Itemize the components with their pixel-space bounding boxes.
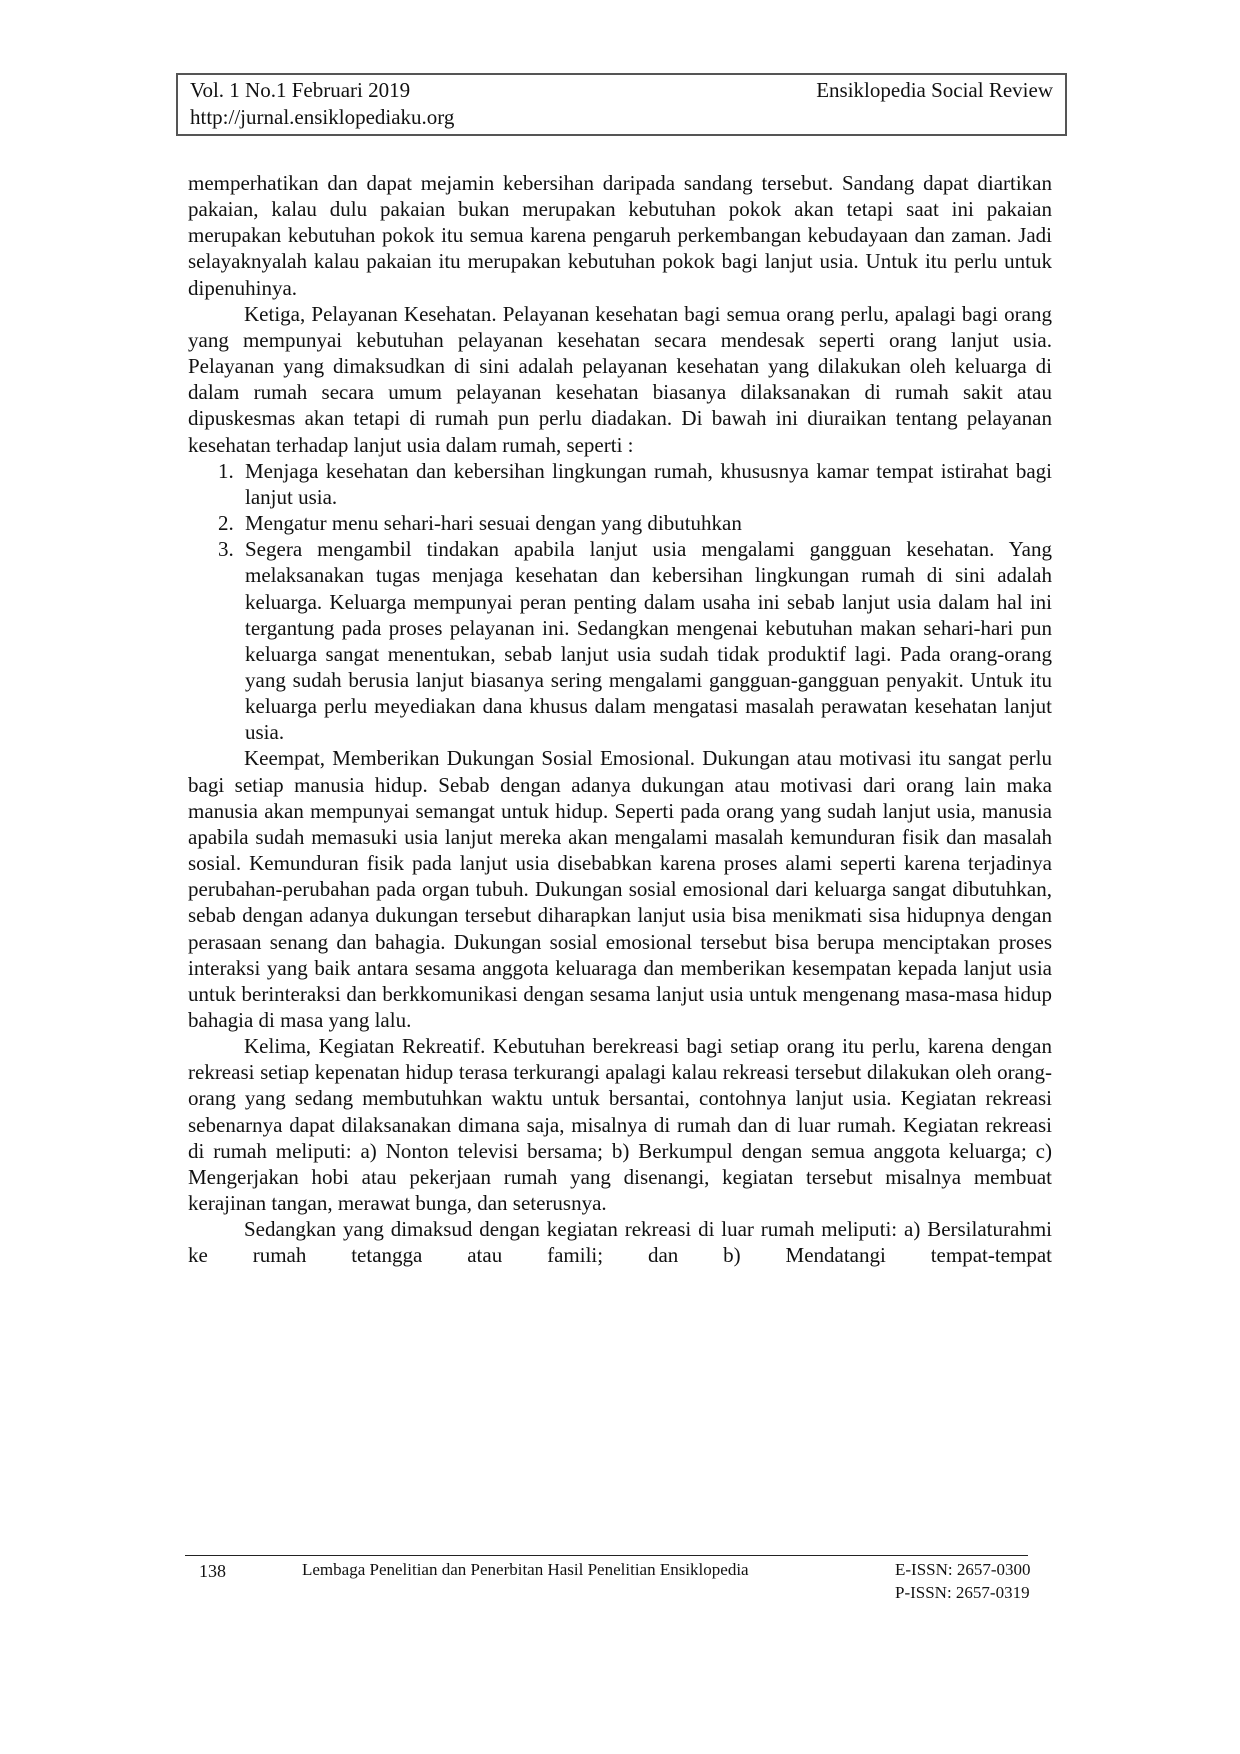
paragraph-5: Sedangkan yang dimaksud dengan kegiatan rekreasi di luar rumah meliputi: a) Bersilaturahmi ke rumah tetangga atau famili; dan b) Mendatangi tempat-tempat xyxy=(188,1217,1052,1268)
list-number: 3. xyxy=(218,537,234,562)
header-volume: Vol. 1 No.1 Februari 2019 xyxy=(190,78,411,102)
body-text xyxy=(188,170,1052,1269)
footer-institution: Lembaga Penelitian dan Penerbitan Hasil Penelitian Ensiklopedia xyxy=(302,1560,749,1579)
page-number: 138 xyxy=(199,1561,226,1581)
running-header xyxy=(176,73,1067,136)
list-item-3 xyxy=(188,536,1052,745)
footer-p-issn: P-ISSN: 2657-0319 xyxy=(895,1583,1030,1602)
header-journal-name: Ensiklopedia Social Review xyxy=(816,78,1053,102)
list-item-text: Menjaga kesehatan dan kebersihan lingkungan rumah, khususnya kamar tempat istirahat bagi lanjut usia. xyxy=(245,458,1052,509)
paragraph-2: Ketiga, Pelayanan Kesehatan. Pelayanan kesehatan bagi semua orang perlu, apalagi bagi orang yang mempunyai kebutuhan pelayanan kesehatan secara mendesak seperti orang lanjut usia. Pelayanan yang dimaksudkan di sini adalah pelayanan kesehatan yang dilakukan oleh keluarga di dalam rumah secara umum pelayanan kesehatan biasanya dilaksanakan di rumah sakit atau dipuskesmas akan tetapi di rumah pun perlu diadakan. Di bawah ini diuraikan tentang pelayanan kesehatan terhadap lanjut usia dalam rumah, seperti : xyxy=(188,301,1052,457)
list-item-2 xyxy=(188,510,1052,536)
numbered-list xyxy=(188,458,1052,746)
list-number: 2. xyxy=(218,511,234,536)
footer-divider xyxy=(185,1555,1028,1556)
paragraph-4: Kelima, Kegiatan Rekreatif. Kebutuhan berekreasi bagi setiap orang itu perlu, karena dengan rekreasi setiap kepenatan hidup terasa terkurangi apalagi kalau rekreasi tersebut dilakukan oleh orang-orang yang sedang membutuhkan waktu untuk bersantai, contohnya lanjut usia. Kegiatan rekreasi sebenarnya dapat dilaksanakan dimana saja, misalnya di rumah dan di luar rumah. Kegiatan rekreasi di rumah meliputi: a) Nonton televisi bersama; b) Berkumpul dengan semua anggota keluarga; c) Mengerjakan hobi atau pekerjaan rumah yang disenangi, kegiatan tersebut misalnya membuat kerajinan tangan, merawat bunga, dan seterusnya. xyxy=(188,1034,1052,1216)
paragraph-3: Keempat, Memberikan Dukungan Sosial Emosional. Dukungan atau motivasi itu sangat perlu bagi setiap manusia hidup. Sebab dengan adanya dukungan atau motivasi dari orang lain maka manusia akan mempunyai semangat untuk hidup. Seperti pada orang yang sudah lanjut usia, manusia apabila sudah memasuki usia lanjut mereka akan mengalami masalah kemunduran fisik dan masalah sosial. Kemunduran fisik pada lanjut usia disebabkan karena proses alami seperti karena terjadinya perubahan-perubahan pada organ tubuh. Dukungan sosial emosional dari keluarga sangat dibutuhkan, sebab dengan adanya dukungan tersebut diharapkan lanjut usia bisa menikmati sisa hidupnya dengan perasaan senang dan bahagia. Dukungan sosial emosional tersebut bisa berupa menciptakan proses interaksi yang baik antara sesama anggota keluaraga dan memberikan kesempatan kepada lanjut usia untuk berinteraksi dan berkkomunikasi dengan sesama lanjut usia untuk mengenang masa-masa hidup bahagia di masa yang lalu. xyxy=(188,746,1052,1032)
footer-e-issn: E-ISSN: 2657-0300 xyxy=(895,1560,1031,1579)
paragraph-1: memperhatikan dan dapat mejamin kebersihan daripada sandang tersebut. Sandang dapat diartikan pakaian, kalau dulu pakaian bukan merupakan kebutuhan pokok akan tetapi saat ini pakaian merupakan kebutuhan pokok itu semua karena pengaruh perkembangan kebudayaan dan zaman. Jadi selayaknyalah kalau pakaian itu merupakan kebutuhan pokok bagi lanjut usia. Untuk itu perlu untuk dipenuhinya. xyxy=(188,171,1052,300)
list-item-1 xyxy=(188,458,1052,510)
list-number: 1. xyxy=(218,458,234,483)
header-url: http://jurnal.ensiklopediaku.org xyxy=(190,105,455,129)
list-item-text: Segera mengambil tindakan apabila lanjut usia mengalami gangguan kesehatan. Yang melaksanakan tugas menjaga kesehatan dan kebersihan lingkungan rumah di sini adalah keluarga. Keluarga mempunyai peran penting dalam usaha ini sebab lanjut usia dalam hal ini tergantung pada proses pelayanan ini. Sedangkan mengenai kebutuhan makan sehari-hari pun keluarga sangat menentukan, sebab lanjut usia sudah tidak produktif lagi. Pada orang-orang yang sudah berusia lanjut biasanya sering mengalami gangguan-gangguan penyakit. Untuk itu keluarga perlu meyediakan dana khusus dalam mengatasi masalah perawatan kesehatan lanjut usia. xyxy=(245,537,1052,745)
list-item-text: Mengatur menu sehari-hari sesuai dengan yang dibutuhkan xyxy=(245,511,742,536)
